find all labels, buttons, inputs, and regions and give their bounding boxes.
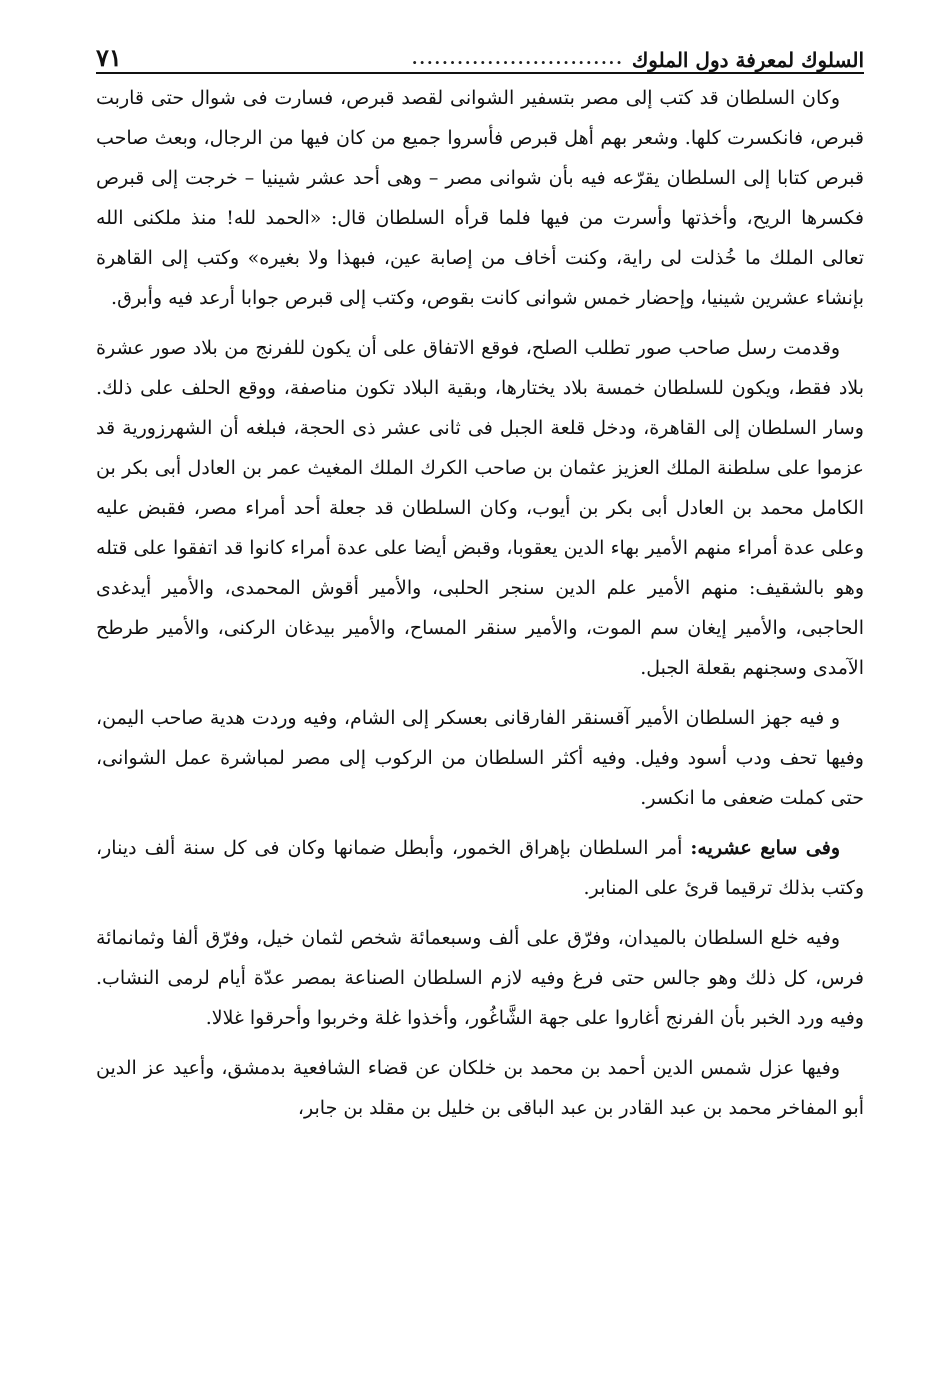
running-header (96, 24, 864, 74)
paragraph-robes-and-horses (96, 918, 864, 1038)
paragraph-text: وكان السلطان قد كتب إلى مصر بتسفير الشوانى لقصد قبرص، فسارت فى شوال حتى قاربت قبرص، فانكسرت كلها. وشعر بهم أهل قبرص فأسروا جميع من كان فيها من الرجال، وبعث صاحب قبرص كتابا إلى السلطان يقرّعه فيه بأن شوانى مصر – وهى أحد عشر شينيا – خرجت إلى قبرص فكسرها الريح، وأخذتها وأسرت من فيها فلما قرأه السلطان قال: «الحمد لله! منذ ملكنى الله تعالى الملك ما خُذلت لى راية، وكنت أخاف من إصابة عين، فبهذا ولا بغيره» وكتب إلى القاهرة بإنشاء عشرين شينيا، وإحضار خمس شوانى كانت بقوص، وكتب إلى قبرص جوابا أرعد فيه وأبرق. (96, 87, 864, 309)
paragraph-tyre-truce (96, 328, 864, 688)
paragraph-text: أمر السلطان بإهراق الخمور، وأبطل ضمانها وكان فى كل سنة ألف دينار، وكتب بذلك ترقيما قرئ على المنابر. (96, 837, 864, 899)
paragraph-judge-dismissal (96, 1048, 864, 1128)
paragraph-lead: وفى سابع عشريه: (690, 837, 840, 859)
paragraph-wine-ban (96, 828, 864, 908)
paragraph-cyprus-fleet (96, 78, 864, 318)
paragraph-text: و فيه جهز السلطان الأمير آقسنقر الفارقانى بعسكر إلى الشام، وفيه وردت هدية صاحب اليمن، وفيها تحف ودب أسود وفيل. وفيه أكثر السلطان من الركوب إلى مصر لمباشرة عمل الشوانى، حتى كملت ضعفى ما انكسر. (96, 707, 864, 809)
page-number: ٧١ (96, 43, 122, 72)
paragraph-text: وفيها عزل شمس الدين أحمد بن محمد بن خلكان عن قضاء الشافعية بدمشق، وأعيد عز الدين أبو المفاخر محمد بن عبد القادر بن عبد الباقى بن خليل بن مقلد بن جابر، (96, 1057, 864, 1119)
paragraph-army-to-sham (96, 698, 864, 818)
book-page (96, 24, 864, 1364)
book-title: السلوك لمعرفة دول الملوك (631, 48, 864, 72)
header-leader-dots: ............................ (411, 49, 624, 68)
paragraph-text: وفيه خلع السلطان بالميدان، وفرّق على ألف وسبعمائة شخص لثمان خيل، وفرّق ألفا وثمانمائة فرس، كل ذلك وهو جالس حتى فرغ وفيه لازم السلطان الصناعة بمصر عدّة أيام لرمى النشاب. وفيه ورد الخبر بأن الفرنج أغاروا على جهة الشَّاغُور، وأخذوا غلة وخربوا وأحرقوا غلالا. (96, 927, 864, 1029)
paragraph-text: وقدمت رسل صاحب صور تطلب الصلح، فوقع الاتفاق على أن يكون للفرنج من بلاد صور عشرة بلاد فقط، ويكون للسلطان خمسة بلاد يختارها، وبقية البلاد تكون مناصفة، ووقع الحلف على ذلك. وسار السلطان إلى القاهرة، ودخل قلعة الجبل فى ثانى عشر ذى الحجة، فبلغه أن الشهرزورية قد عزموا على سلطنة الملك العزيز عثمان بن صاحب الكرك الملك المغيث عمر بن العادل أبى بكر بن الكامل محمد بن العادل أبى بكر بن أيوب، وكان السلطان قد جعلة أحد أمراء مصر، فقبض عليه وعلى عدة أمراء منهم الأمير بهاء الدين يعقوبا، وقبض أيضا على عدة أمراء كانوا قد اتفقوا على قتله وهو بالشقيف: منهم الأمير علم الدين سنجر الحلبى، والأمير أقوش المحمدى، والأمير أيدغدى الحاجبى، والأمير إيغان سم الموت، والأمير سنقر المساح، والأمير بيدغان الركنى، والأمير طرطح الآمدى وسجنهم بقعلة الجبل. (96, 337, 864, 679)
